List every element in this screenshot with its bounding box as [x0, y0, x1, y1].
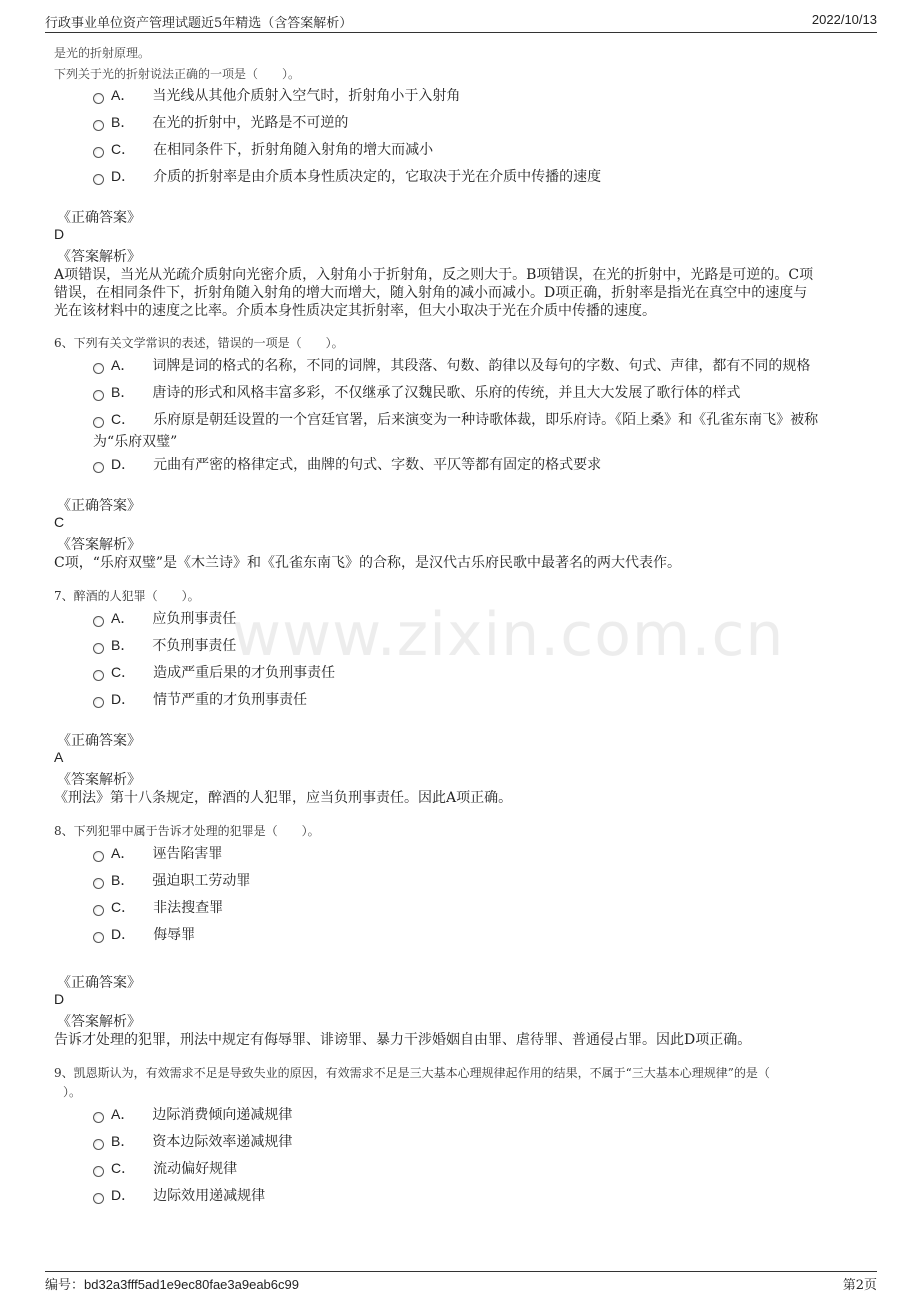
radio-icon[interactable]	[93, 174, 104, 185]
question-7-text: 7、醉酒的人犯罪（ ）。	[54, 589, 200, 603]
radio-icon[interactable]	[93, 851, 104, 862]
q6-analysis-line: C项，“乐府双璧”是《木兰诗》和《孔雀东南飞》的合称，是汉代古乐府民歌中最著名的两大代表作。	[54, 555, 682, 571]
radio-icon[interactable]	[93, 905, 104, 916]
q7-analysis-line: 《刑法》第十八条规定，醉酒的人犯罪，应当负刑事责任。因此A项正确。	[54, 790, 513, 806]
q5-answer: D	[54, 226, 65, 242]
radio-icon[interactable]	[93, 417, 104, 428]
q5-option-c[interactable]: C． 在相同条件下，折射角随入射角的增大而减小	[93, 139, 433, 159]
q5-option-b[interactable]: B． 在光的折射中，光路是不可逆的	[93, 112, 348, 132]
radio-icon[interactable]	[93, 643, 104, 654]
radio-icon[interactable]	[93, 1166, 104, 1177]
document-code: 编号：bd32a3fff5ad1e9ec80fae3a9eab6c99	[45, 1277, 299, 1293]
radio-icon[interactable]	[93, 1139, 104, 1150]
question-5-text: 下列关于光的折射说法正确的一项是（ ）。	[54, 67, 301, 81]
q6-analysis-label: 《答案解析》	[57, 537, 141, 553]
radio-icon[interactable]	[93, 878, 104, 889]
page-number: 第2页	[842, 1278, 877, 1293]
q6-option-a[interactable]: A． 词牌是词的格式的名称，不同的词牌，其段落、句数、韵律以及每句的字数、句式、声律，都有不同的规格	[93, 355, 810, 375]
page-footer	[45, 1271, 877, 1294]
question-6-text: 6、下列有关文学常识的表述，错误的一项是（ ）。	[54, 336, 344, 350]
q8-answer-label: 《正确答案》	[57, 975, 141, 991]
radio-icon[interactable]	[93, 147, 104, 158]
q5-analysis-label: 《答案解析》	[57, 249, 141, 265]
radio-icon[interactable]	[93, 1112, 104, 1123]
q9-option-b[interactable]: B． 资本边际效率递减规律	[93, 1131, 292, 1151]
q5-option-d[interactable]: D． 介质的折射率是由介质本身性质决定的，它取决于光在介质中传播的速度	[93, 166, 601, 186]
q5-analysis-line: A项错误，当光从光疏介质射向光密介质，入射角小于折射角，反之则大于。B项错误，在光的折射中，光路是可逆的。C项	[54, 267, 814, 283]
radio-icon[interactable]	[93, 93, 104, 104]
q9-option-a[interactable]: A． 边际消费倾向递减规律	[93, 1104, 292, 1124]
watermark: www.zixin.com.cn	[232, 600, 785, 670]
q9-option-d[interactable]: D． 边际效用递减规律	[93, 1185, 265, 1205]
radio-icon[interactable]	[93, 697, 104, 708]
radio-icon[interactable]	[93, 670, 104, 681]
q6-answer: C	[54, 514, 65, 530]
radio-icon[interactable]	[93, 1193, 104, 1204]
question-8-text: 8、下列犯罪中属于告诉才处理的犯罪是（ ）。	[54, 824, 320, 838]
radio-icon[interactable]	[93, 390, 104, 401]
q6-option-d[interactable]: D． 元曲有严密的格律定式，曲牌的句式、字数、平仄等都有固定的格式要求	[93, 454, 601, 474]
q5-analysis-line: 光在该材料中的速度之比率。介质本身性质决定其折射率，但大小取决于光在介质中传播的速度。	[54, 303, 656, 319]
q8-answer: D	[54, 991, 65, 1007]
q7-option-d[interactable]: D． 情节严重的才负刑事责任	[93, 689, 307, 709]
q5-option-a[interactable]: A． 当光线从其他介质射入空气时，折射角小于入射角	[93, 85, 460, 105]
q5-analysis-line: 错误，在相同条件下，折射角随入射角的增大而增大，随入射角的减小而减小。D项正确，折射率是指光在真空中的速度与	[54, 285, 808, 301]
q7-answer-label: 《正确答案》	[57, 733, 141, 749]
q6-answer-label: 《正确答案》	[57, 498, 141, 514]
q6-option-c[interactable]: C． 乐府原是朝廷设置的一个宫廷官署，后来演变为一种诗歌体裁，即乐府诗。《陌上桑》和《孔雀东南飞》被称	[93, 409, 818, 429]
q8-analysis-line: 告诉才处理的犯罪，刑法中规定有侮辱罪、诽谤罪、暴力干涉婚姻自由罪、虐待罪、普通侵占罪。因此D项正确。	[54, 1032, 752, 1048]
question-9-continuation: ）。	[63, 1085, 82, 1099]
radio-icon[interactable]	[93, 462, 104, 473]
radio-icon[interactable]	[93, 932, 104, 943]
q7-option-c[interactable]: C． 造成严重后果的才负刑事责任	[93, 662, 335, 682]
q7-option-a[interactable]: A． 应负刑事责任	[93, 608, 236, 628]
q5-answer-label: 《正确答案》	[57, 210, 141, 226]
q8-analysis-label: 《答案解析》	[57, 1014, 141, 1030]
q8-option-b[interactable]: B． 强迫职工劳动罪	[93, 870, 250, 890]
question-9-text: 9、凯恩斯认为，有效需求不足是导致失业的原因，有效需求不足是三大基本心理规律起作用的结果，不属于“三大基本心理规律”的是（	[54, 1066, 770, 1080]
q8-option-a[interactable]: A． 诬告陷害罪	[93, 843, 222, 863]
q6-option-b[interactable]: B． 唐诗的形式和风格丰富多彩，不仅继承了汉魏民歌、乐府的传统，并且大大发展了歌行体的样式	[93, 382, 740, 402]
q8-option-d[interactable]: D． 侮辱罪	[93, 924, 195, 944]
radio-icon[interactable]	[93, 616, 104, 627]
q8-option-c[interactable]: C． 非法搜查罪	[93, 897, 223, 917]
q9-option-c[interactable]: C． 流动偏好规律	[93, 1158, 237, 1178]
q7-analysis-label: 《答案解析》	[57, 772, 141, 788]
q7-option-b[interactable]: B． 不负刑事责任	[93, 635, 236, 655]
q6-option-c-continuation: 为“乐府双璧”	[93, 434, 178, 450]
radio-icon[interactable]	[93, 120, 104, 131]
intro-text: 是光的折射原理。	[54, 46, 151, 60]
radio-icon[interactable]	[93, 363, 104, 374]
document-title: 行政事业单位资产管理试题近5年精选（含答案解析）	[45, 16, 353, 31]
document-date: 2022/10/13	[811, 12, 877, 27]
q7-answer: A	[54, 749, 64, 765]
